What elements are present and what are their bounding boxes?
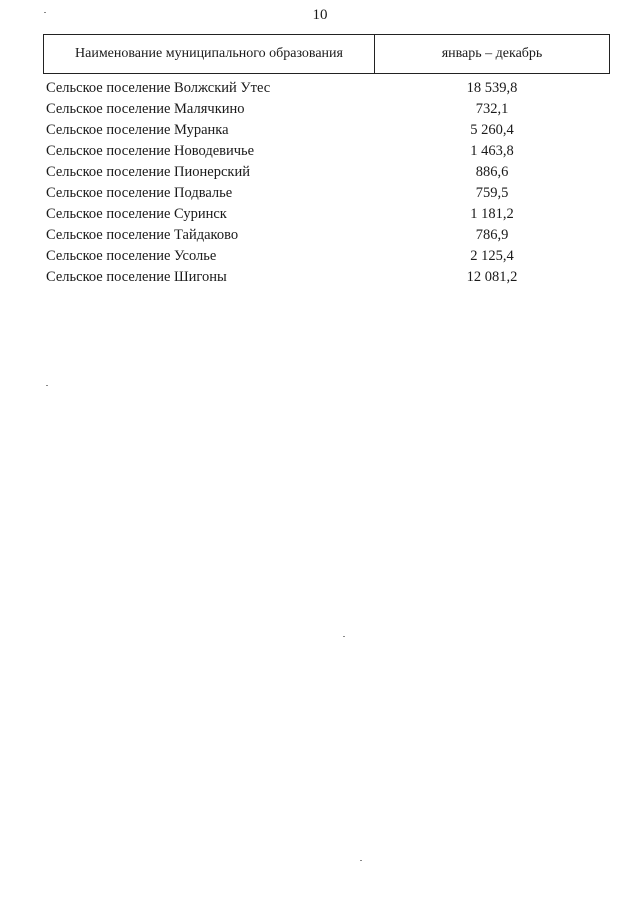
row-municipality-name: Сельское поселение Усолье bbox=[46, 248, 217, 264]
row-municipality-name: Сельское поселение Подвалье bbox=[46, 185, 233, 201]
scan-speck bbox=[46, 385, 48, 386]
table-row bbox=[0, 99, 640, 120]
table-row bbox=[0, 183, 640, 204]
row-value: 1 463,8 bbox=[470, 143, 514, 159]
row-value: 18 539,8 bbox=[466, 80, 518, 96]
row-municipality-name: Сельское поселение Суринск bbox=[46, 206, 227, 222]
table-body bbox=[0, 78, 640, 288]
table-row bbox=[0, 267, 640, 288]
row-municipality-name: Сельское поселение Муранка bbox=[46, 122, 229, 138]
table-row bbox=[0, 120, 640, 141]
table-row bbox=[0, 204, 640, 225]
row-municipality-name: Сельское поселение Волжский Утес bbox=[46, 80, 271, 96]
scan-speck bbox=[343, 636, 345, 637]
row-value: 2 125,4 bbox=[470, 248, 514, 264]
row-value: 759,5 bbox=[475, 185, 509, 201]
table-row bbox=[0, 246, 640, 267]
table-row bbox=[0, 162, 640, 183]
header-period: январь – декабрь bbox=[441, 46, 543, 61]
header-municipality-name: Наименование муниципального образования bbox=[44, 35, 375, 73]
row-value: 5 260,4 bbox=[470, 122, 514, 138]
page-number: 10 bbox=[312, 7, 328, 23]
row-value: 786,9 bbox=[475, 227, 509, 243]
table-row bbox=[0, 225, 640, 246]
row-municipality-name: Сельское поселение Малячкино bbox=[46, 101, 245, 117]
row-municipality-name: Сельское поселение Новодевичье bbox=[46, 143, 255, 159]
table-row bbox=[0, 141, 640, 162]
row-value: 12 081,2 bbox=[466, 269, 518, 285]
row-value: 1 181,2 bbox=[470, 206, 514, 222]
row-value: 732,1 bbox=[475, 101, 509, 117]
scan-speck bbox=[360, 860, 362, 861]
row-municipality-name: Сельское поселение Шигоны bbox=[46, 269, 227, 285]
scan-speck bbox=[44, 12, 46, 13]
row-municipality-name: Сельское поселение Тайдаково bbox=[46, 227, 239, 243]
table-row bbox=[0, 78, 640, 99]
row-municipality-name: Сельское поселение Пионерский bbox=[46, 164, 250, 180]
table-header bbox=[43, 34, 610, 74]
row-value: 886,6 bbox=[475, 164, 509, 180]
